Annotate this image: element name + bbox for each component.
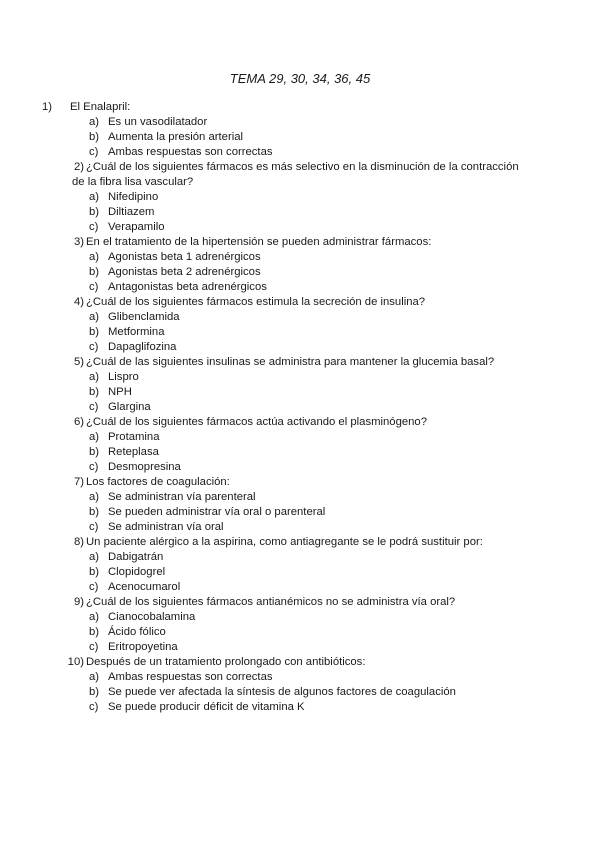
answer-option <box>0 685 600 700</box>
question-stem <box>0 295 600 310</box>
question-item <box>0 655 600 715</box>
answer-option <box>0 565 600 580</box>
question-number: 2) <box>73 161 84 173</box>
option-letter: c) <box>89 641 99 653</box>
option-text: Ambas respuestas son correctas <box>108 146 273 158</box>
answer-option <box>0 580 600 595</box>
answer-option <box>0 385 600 400</box>
question-text: Un paciente alérgico a la aspirina, como antiagregante se le podrá sustituir por: <box>86 536 483 548</box>
question-list <box>0 100 600 715</box>
question-stem <box>0 355 600 370</box>
option-letter: c) <box>89 461 99 473</box>
question-item <box>0 160 600 235</box>
question-text: ¿Cuál de los siguientes fármacos actúa activando el plasminógeno? <box>86 416 427 428</box>
question-number: 9) <box>73 596 84 608</box>
answer-option <box>0 430 600 445</box>
option-text: Nifedipino <box>108 191 159 203</box>
answer-option <box>0 400 600 415</box>
answer-option <box>0 265 600 280</box>
option-letter: a) <box>89 251 100 263</box>
option-text: Agonistas beta 2 adrenérgicos <box>108 266 261 278</box>
option-text: Aumenta la presión arterial <box>108 131 244 143</box>
option-text: Acenocumarol <box>108 581 181 593</box>
question-item <box>0 355 600 415</box>
option-letter: a) <box>89 551 100 563</box>
question-number: 5) <box>73 356 84 368</box>
option-letter: b) <box>89 206 100 218</box>
question-stem <box>0 100 600 115</box>
question-item <box>0 475 600 535</box>
option-text: Desmopresina <box>108 461 181 473</box>
question-text: Los factores de coagulación: <box>86 476 230 488</box>
answer-option <box>0 460 600 475</box>
option-letter: c) <box>89 521 99 533</box>
option-letter: b) <box>89 566 100 578</box>
answer-option <box>0 670 600 685</box>
option-text: Reteplasa <box>108 446 159 458</box>
option-letter: c) <box>89 581 99 593</box>
answer-option <box>0 340 600 355</box>
option-text: Clopidogrel <box>108 566 166 578</box>
answer-option <box>0 370 600 385</box>
option-text: Metformina <box>108 326 165 338</box>
option-text: Se puede ver afectada la síntesis de algunos factores de coagulación <box>108 686 456 698</box>
option-letter: a) <box>89 491 100 503</box>
option-text: Protamina <box>108 431 160 443</box>
question-number: 1) <box>42 101 53 113</box>
question-item <box>0 295 600 355</box>
option-letter: a) <box>89 431 100 443</box>
question-text: El Enalapril: <box>70 101 131 113</box>
answer-option <box>0 505 600 520</box>
question-stem <box>0 235 600 250</box>
question-item <box>0 415 600 475</box>
page-title: TEMA 29, 30, 34, 36, 45 <box>229 71 371 86</box>
option-letter: c) <box>89 281 99 293</box>
question-item <box>0 595 600 655</box>
question-stem <box>0 595 600 610</box>
option-letter: c) <box>89 146 99 158</box>
answer-option <box>0 220 600 235</box>
answer-option <box>0 640 600 655</box>
option-text: Eritropoyetina <box>108 641 178 653</box>
option-letter: a) <box>89 191 100 203</box>
option-text: Glibenclamida <box>108 311 180 323</box>
option-letter: a) <box>89 371 100 383</box>
option-letter: a) <box>89 116 100 128</box>
option-letter: a) <box>89 611 100 623</box>
answer-option <box>0 550 600 565</box>
answer-option <box>0 325 600 340</box>
answer-option <box>0 250 600 265</box>
option-text: Diltiazem <box>108 206 155 218</box>
answer-option <box>0 520 600 535</box>
option-text: Lispro <box>108 371 139 383</box>
option-letter: b) <box>89 386 100 398</box>
option-text: Glargina <box>108 401 151 413</box>
answer-option <box>0 145 600 160</box>
option-letter: b) <box>89 626 100 638</box>
option-letter: b) <box>89 131 100 143</box>
question-text: En el tratamiento de la hipertensión se pueden administrar fármacos: <box>86 236 432 248</box>
answer-option <box>0 310 600 325</box>
option-text: Cianocobalamina <box>108 611 196 623</box>
option-text: Se administran vía oral <box>108 521 224 533</box>
option-letter: b) <box>89 506 100 518</box>
option-text: Ambas respuestas son correctas <box>108 671 273 683</box>
question-stem <box>0 655 600 670</box>
option-letter: c) <box>89 341 99 353</box>
option-letter: b) <box>89 266 100 278</box>
question-text: ¿Cuál de las siguientes insulinas se administra para mantener la glucemia basal? <box>86 356 495 368</box>
answer-option <box>0 205 600 220</box>
option-text: Es un vasodilatador <box>108 116 208 128</box>
question-stem <box>0 535 600 550</box>
question-number: 8) <box>73 536 84 548</box>
answer-option <box>0 115 600 130</box>
option-letter: c) <box>89 701 99 713</box>
option-letter: c) <box>89 401 99 413</box>
option-letter: a) <box>89 671 100 683</box>
option-text: Verapamilo <box>108 221 165 233</box>
question-number: 6) <box>73 416 84 428</box>
answer-option <box>0 190 600 205</box>
question-item <box>0 535 600 595</box>
question-number: 7) <box>73 476 84 488</box>
question-text: ¿Cuál de los siguientes fármacos antianémicos no se administra vía oral? <box>86 596 456 608</box>
question-stem <box>0 415 600 430</box>
option-text: Dapaglifozina <box>108 341 177 353</box>
answer-option <box>0 130 600 145</box>
answer-option <box>0 445 600 460</box>
option-letter: c) <box>89 221 99 233</box>
question-number: 4) <box>73 296 84 308</box>
option-text: Se puede producir déficit de vitamina K <box>108 701 305 713</box>
answer-option <box>0 280 600 295</box>
option-text: Ácido fólico <box>108 626 166 638</box>
option-letter: b) <box>89 446 100 458</box>
question-text: ¿Cuál de los siguientes fármacos es más selectivo en la disminución de la contracción de la fibra lisa vascular? <box>72 161 519 188</box>
question-text: Después de un tratamiento prolongado con antibióticos: <box>86 656 366 668</box>
option-text: NPH <box>108 386 132 398</box>
option-text: Se administran vía parenteral <box>108 491 256 503</box>
question-item <box>0 235 600 295</box>
option-text: Dabigatrán <box>108 551 164 563</box>
answer-option <box>0 700 600 715</box>
question-stem <box>0 160 600 190</box>
question-number: 10) <box>67 656 84 668</box>
question-text: ¿Cuál de los siguientes fármacos estimula la secreción de insulina? <box>86 296 426 308</box>
answer-option <box>0 610 600 625</box>
option-text: Agonistas beta 1 adrenérgicos <box>108 251 261 263</box>
option-letter: a) <box>89 311 100 323</box>
option-letter: b) <box>89 326 100 338</box>
question-stem <box>0 475 600 490</box>
question-number: 3) <box>73 236 84 248</box>
answer-option <box>0 625 600 640</box>
answer-option <box>0 490 600 505</box>
option-text: Antagonistas beta adrenérgicos <box>108 281 267 293</box>
question-item <box>0 100 600 160</box>
option-text: Se pueden administrar vía oral o parenteral <box>108 506 326 518</box>
option-letter: b) <box>89 686 100 698</box>
